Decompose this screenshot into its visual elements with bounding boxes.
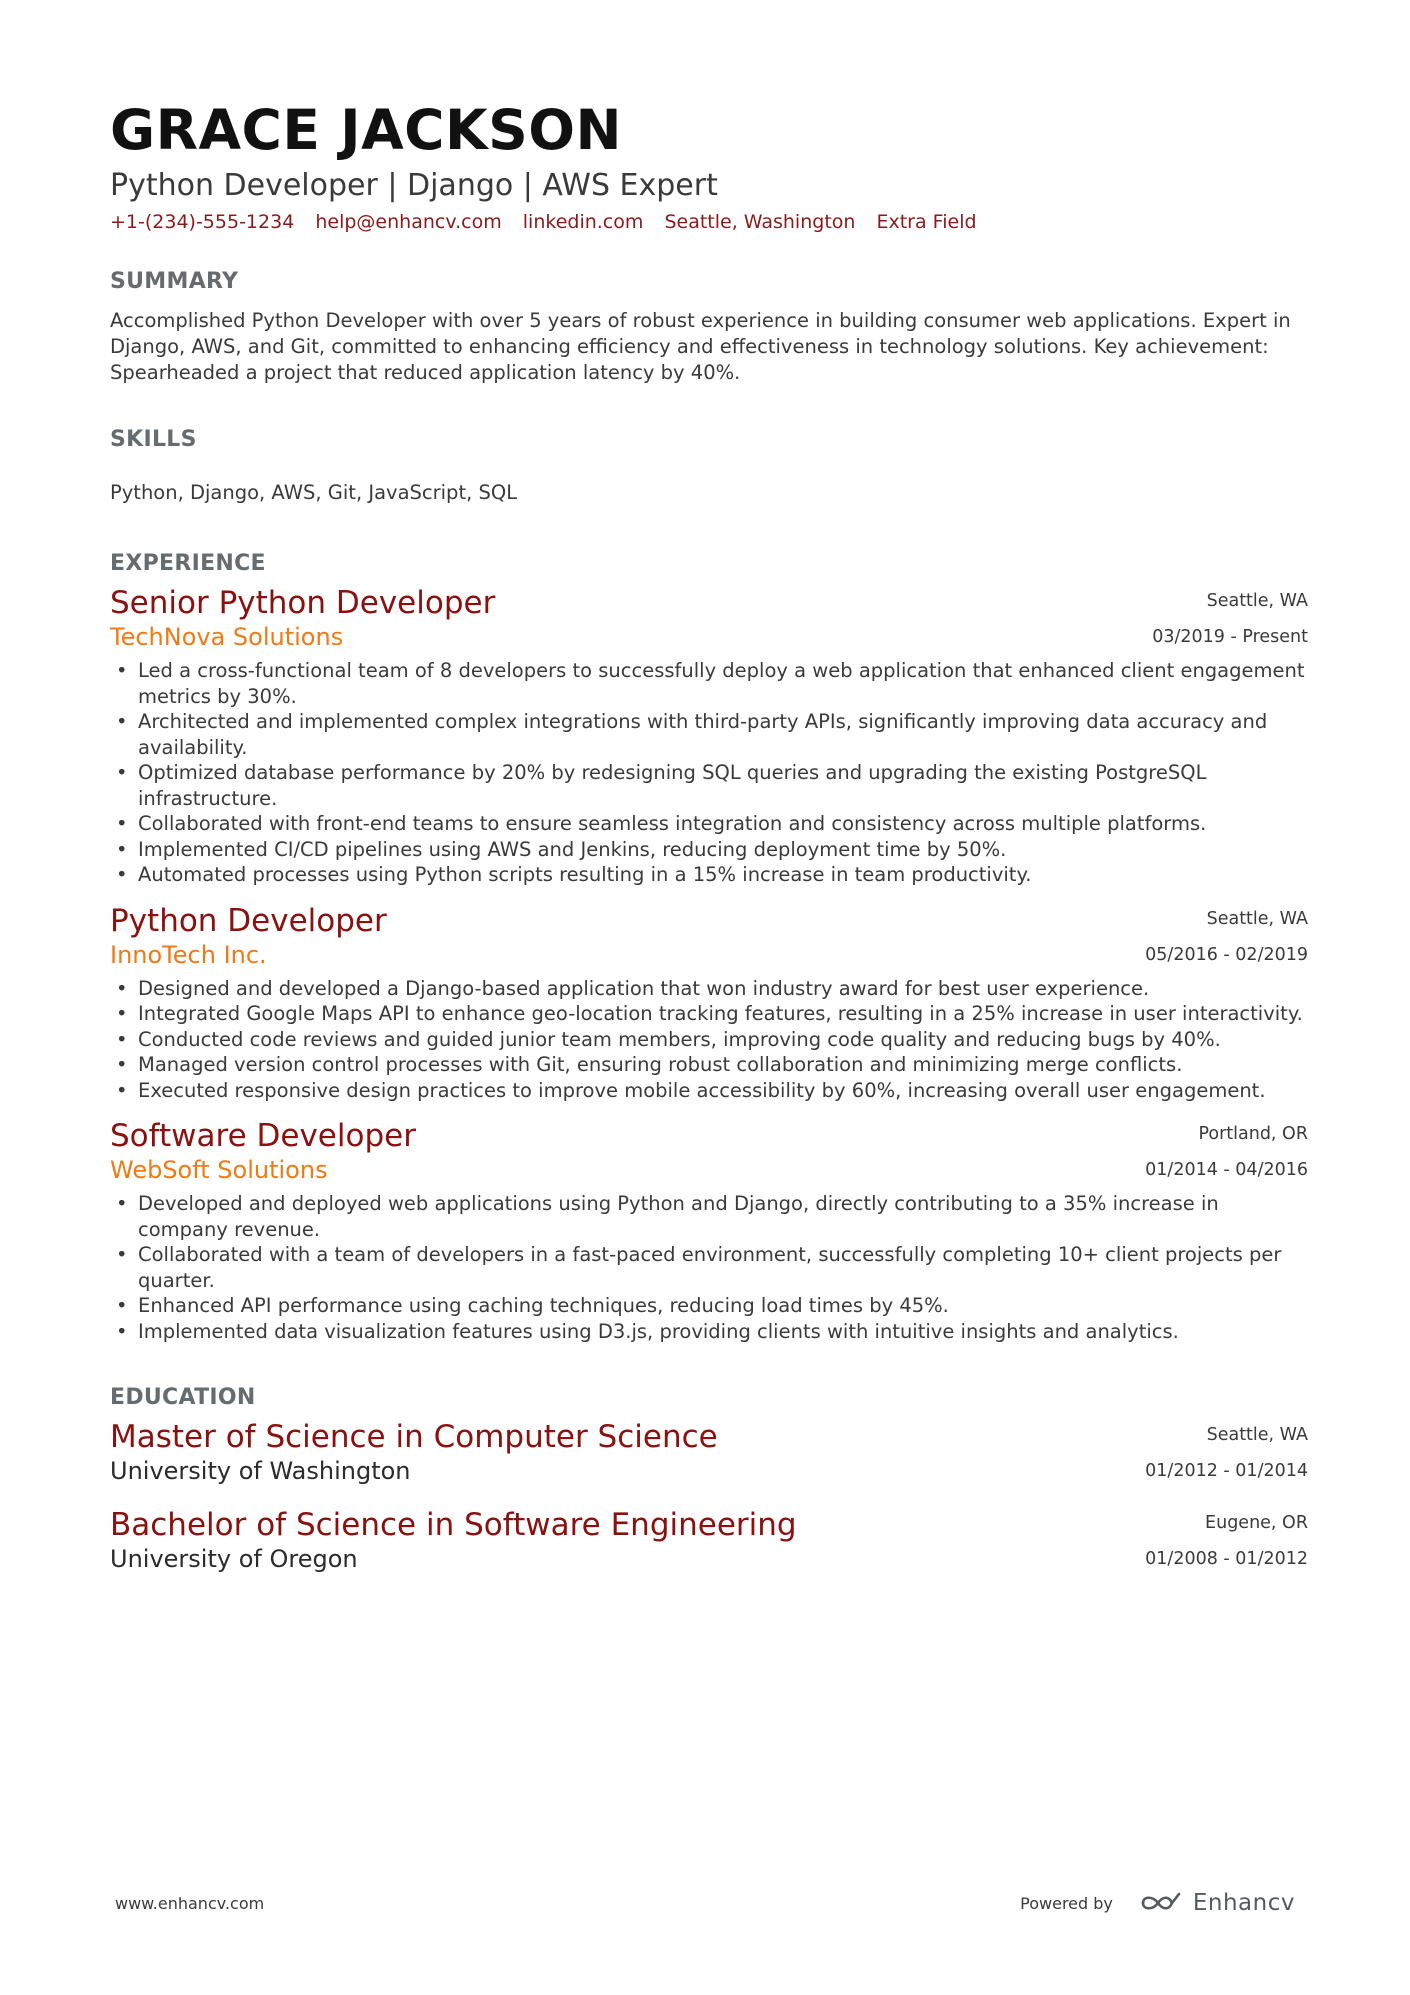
education-title: EDUCATION [110, 1385, 256, 1410]
experience-entry [110, 1117, 1308, 1344]
summary-text: Accomplished Python Developer with over 5 years of robust experience in building consumer web applications. Expert in Django, AWS, and Git, committed to enhancing efficiency and effectiveness in technology solutions. Key achievement: Spearheaded a project that reduced application latency by 40%. [110, 309, 1291, 384]
bullet-item: • Implemented data visualization features using D3.js, providing clients with intuitive insights and analytics. [110, 1319, 1310, 1345]
bullet-item: • Executed responsive design practices to improve mobile accessibility by 60%, increasing overall user engagement. [110, 1078, 1310, 1104]
experience-entry [110, 902, 1308, 1104]
job-title: Python Developer [110, 902, 387, 939]
school-name: University of Oregon [110, 1545, 358, 1573]
contact-email[interactable]: help@enhancv.com [315, 211, 502, 233]
job-location: Portland, OR [1198, 1124, 1308, 1144]
candidate-name: GRACE JACKSON [110, 98, 623, 162]
contact-info [110, 209, 1308, 235]
school-location: Seattle, WA [1206, 1425, 1308, 1445]
job-dates: 05/2016 - 02/2019 [1145, 944, 1308, 965]
summary-section [110, 268, 1308, 386]
resume-header [110, 95, 1308, 235]
degree-title: Master of Science in Computer Science [110, 1419, 718, 1455]
job-dates: 03/2019 - Present [1152, 627, 1308, 647]
contact-extra-field: Extra Field [876, 211, 977, 233]
enhancv-logo[interactable] [1139, 1890, 1295, 1916]
experience-section [110, 550, 1308, 1344]
job-bullets [110, 658, 1308, 888]
school-location: Eugene, OR [1205, 1513, 1308, 1533]
education-entry [110, 1506, 1308, 1574]
skills-title: SKILLS [110, 427, 197, 452]
degree-title: Bachelor of Science in Software Engineering [110, 1507, 797, 1543]
footer-branding [1020, 1890, 1295, 1916]
experience-title: EXPERIENCE [110, 551, 266, 576]
education-section [110, 1384, 1308, 1574]
job-location: Seattle, WA [1206, 591, 1308, 611]
contact-phone[interactable]: +1-(234)-555-1234 [110, 211, 295, 233]
experience-entry [110, 584, 1308, 888]
summary-title: SUMMARY [110, 269, 239, 294]
school-name: University of Washington [110, 1457, 411, 1485]
bullet-item: • Led a cross-functional team of 8 developers to successfully deploy a web application that enhanced client engagement metrics by 30%. [110, 658, 1310, 709]
candidate-headline: Python Developer | Django | AWS Expert [110, 168, 718, 203]
powered-by-text: Powered by [1020, 1893, 1113, 1913]
bullet-item: • Collaborated with front-end teams to ensure seamless integration and consistency across multiple platforms. [110, 811, 1310, 837]
bullet-item: • Architected and implemented complex integrations with third-party APIs, significantly improving data accuracy and availability. [110, 709, 1310, 760]
school-dates: 01/2008 - 01/2012 [1145, 1549, 1308, 1569]
bullet-item: • Conducted code reviews and guided junior team members, improving code quality and reducing bugs by 40%. [110, 1027, 1310, 1053]
school-dates: 01/2012 - 01/2014 [1145, 1461, 1308, 1481]
skills-section [110, 426, 1308, 506]
bullet-item: • Integrated Google Maps API to enhance geo-location tracking features, resulting in a 25% increase in user interactivity. [110, 1001, 1310, 1027]
brand-name: Enhancv [1192, 1890, 1295, 1916]
bullet-item: • Automated processes using Python scripts resulting in a 15% increase in team productivity. [110, 862, 1310, 888]
contact-linkedin[interactable]: linkedin.com [522, 211, 644, 233]
company-name: InnoTech Inc. [110, 940, 267, 969]
bullet-item: • Collaborated with a team of developers in a fast-paced environment, successfully completing 10+ client projects per quarter. [110, 1242, 1310, 1293]
bullet-item: • Designed and developed a Django-based application that won industry award for best user experience. [110, 976, 1310, 1002]
skills-list: Python, Django, AWS, Git, JavaScript, SQL [110, 481, 518, 504]
company-name: TechNova Solutions [110, 623, 344, 651]
bullet-item: • Optimized database performance by 20% by redesigning SQL queries and upgrading the existing PostgreSQL infrastructure. [110, 760, 1310, 811]
bullet-item: • Implemented CI/CD pipelines using AWS and Jenkins, reducing deployment time by 50%. [110, 837, 1310, 863]
enhancv-infinity-icon [1139, 1890, 1185, 1916]
bullet-item: • Developed and deployed web applications using Python and Django, directly contributing to a 35% increase in company revenue. [110, 1191, 1310, 1242]
bullet-item: • Enhanced API performance using caching techniques, reducing load times by 45%. [110, 1293, 1310, 1319]
company-name: WebSoft Solutions [110, 1156, 328, 1184]
job-title: Senior Python Developer [110, 585, 496, 621]
job-bullets [110, 976, 1308, 1104]
job-location: Seattle, WA [1206, 908, 1308, 929]
job-dates: 01/2014 - 04/2016 [1145, 1160, 1308, 1180]
job-title: Software Developer [110, 1118, 416, 1154]
bullet-item: • Managed version control processes with Git, ensuring robust collaboration and minimizing merge conflicts. [110, 1052, 1310, 1078]
education-entry [110, 1418, 1308, 1486]
contact-location: Seattle, Washington [664, 211, 856, 233]
job-bullets [110, 1191, 1308, 1344]
resume-page [110, 95, 1308, 1574]
page-footer [115, 1890, 1295, 1920]
footer-website[interactable]: www.enhancv.com [115, 1894, 265, 1913]
